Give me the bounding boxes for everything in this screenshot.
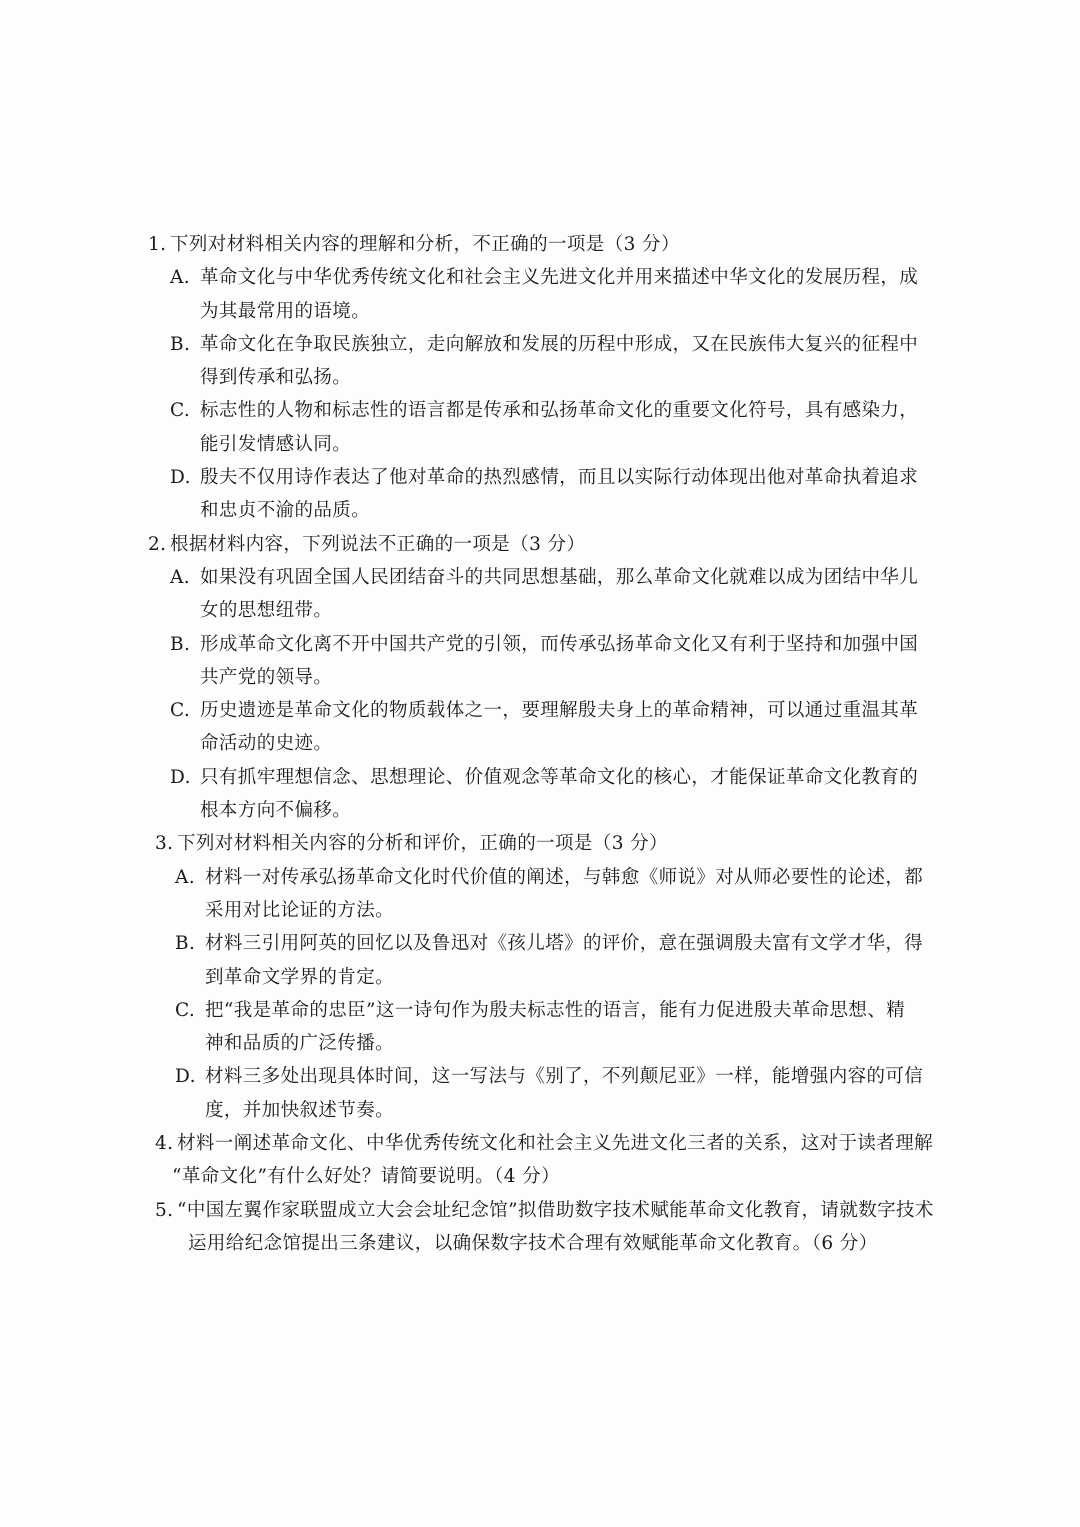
option-letter: A.: [170, 267, 191, 289]
question-text: 下列对材料相关内容的分析和评价，正确的一项是（3 分）: [177, 833, 668, 855]
option-text: 标志性的人物和标志性的语言都是传承和弘扬革命文化的重要文化符号，具有感染力，: [200, 400, 919, 422]
option-a-continuation: 采用对比论证的方法。: [205, 899, 395, 921]
option-c: [0, 394, 1080, 427]
option-text: 如果没有巩固全国人民团结奋斗的共同思想基础，那么革命文化就难以成为团结中华儿: [200, 566, 919, 588]
question-stem: [0, 827, 1080, 860]
option-d-continuation: 和忠贞不渝的品质。: [200, 500, 371, 522]
question-continuation: 运用给纪念馆提出三条建议，以确保数字技术合理有效赋能革命文化教育。（6 分）: [188, 1232, 878, 1254]
option-text: 革命文化与中华优秀传统文化和社会主义先进文化并用来描述中华文化的发展历程，成: [200, 267, 919, 289]
option-letter: D.: [170, 766, 191, 788]
question-4: [0, 1127, 1080, 1194]
option-b: [0, 328, 1080, 361]
option-text: 历史遗迹是革命文化的物质载体之一，要理解殷夫身上的革命精神，可以通过重温其革: [200, 700, 919, 722]
option-c: [0, 694, 1080, 727]
question-2: [0, 528, 1080, 828]
option-text: 材料一对传承弘扬革命文化时代价值的阐述，与韩愈《师说》对从师必要性的论述，都: [205, 866, 924, 888]
option-c-continuation: 神和品质的广泛传播。: [205, 1033, 395, 1055]
question-number: 5.: [155, 1199, 174, 1221]
question-3: [0, 827, 1080, 1127]
option-letter: C.: [170, 700, 191, 722]
option-letter: A.: [175, 866, 196, 888]
option-d: [0, 1060, 1080, 1093]
question-text: 根据材料内容，下列说法不正确的一项是（3 分）: [170, 533, 586, 555]
option-b: [0, 927, 1080, 960]
option-letter: A.: [170, 566, 191, 588]
option-text: 形成革命文化离不开中国共产党的引领，而传承弘扬革命文化又有利于坚持和加强中国: [200, 633, 919, 655]
question-5: [0, 1194, 1080, 1261]
option-letter: B.: [170, 333, 191, 355]
question-text: 下列对材料相关内容的理解和分析，不正确的一项是（3 分）: [170, 234, 680, 255]
option-c-continuation: 能引发情感认同。: [200, 433, 352, 455]
option-text: 殷夫不仅用诗作表达了他对革命的热烈感情，而且以实际行动体现出他对革命执着追求: [200, 467, 919, 489]
option-d: [0, 761, 1080, 794]
option-b-continuation: 到革命文学界的肯定。: [205, 966, 395, 988]
option-letter: C.: [175, 999, 196, 1021]
option-letter: D.: [170, 467, 191, 489]
option-c-continuation: 命活动的史迹。: [200, 733, 333, 755]
option-b: [0, 628, 1080, 661]
option-letter: D.: [175, 1066, 196, 1088]
option-a: [0, 261, 1080, 294]
option-text: 材料三多处出现具体时间，这一写法与《别了，不列颠尼亚》一样，能增强内容的可信: [205, 1066, 924, 1088]
option-d-continuation: 度，并加快叙述节奏。: [205, 1099, 395, 1121]
question-stem: [0, 528, 1080, 561]
option-a: [0, 561, 1080, 594]
question-continuation: “革命文化”有什么好处？请简要说明。（4 分）: [172, 1166, 561, 1188]
option-c: [0, 994, 1080, 1027]
question-number: 1.: [148, 234, 167, 255]
question-list: [0, 228, 1080, 1260]
option-a: [0, 861, 1080, 894]
question-number: 3.: [155, 833, 174, 855]
option-b-continuation: 共产党的领导。: [200, 666, 333, 688]
question-number: 2.: [148, 533, 167, 555]
option-a-continuation: 女的思想纽带。: [200, 600, 333, 622]
option-d: [0, 461, 1080, 494]
question-stem: [0, 1194, 1080, 1227]
option-letter: C.: [170, 400, 191, 422]
option-a-continuation: 为其最常用的语境。: [200, 300, 371, 322]
option-text: 革命文化在争取民族独立，走向解放和发展的历程中形成，又在民族伟大复兴的征程中: [200, 333, 919, 355]
option-text: 材料三引用阿英的回忆以及鲁迅对《孩儿塔》的评价，意在强调殷夫富有文学才华，得: [205, 933, 924, 955]
question-stem: [0, 228, 1080, 261]
question-1: [0, 228, 1080, 528]
question-number: 4.: [155, 1133, 174, 1155]
option-letter: B.: [170, 633, 191, 655]
question-text: “中国左翼作家联盟成立大会会址纪念馆”拟借助数字技术赋能革命文化教育，请就数字技术: [177, 1199, 934, 1221]
option-b-continuation: 得到传承和弘扬。: [200, 367, 352, 389]
option-letter: B.: [175, 933, 196, 955]
question-stem: [0, 1127, 1080, 1160]
option-text: 只有抓牢理想信念、思想理论、价值观念等革命文化的核心，才能保证革命文化教育的: [200, 766, 919, 788]
question-text: 材料一阐述革命文化、中华优秀传统文化和社会主义先进文化三者的关系，这对于读者理解: [177, 1133, 934, 1155]
option-d-continuation: 根本方向不偏移。: [200, 800, 352, 822]
option-text: 把“我是革命的忠臣”这一诗句作为殷夫标志性的语言，能有力促进殷夫革命思想、精: [205, 999, 906, 1021]
